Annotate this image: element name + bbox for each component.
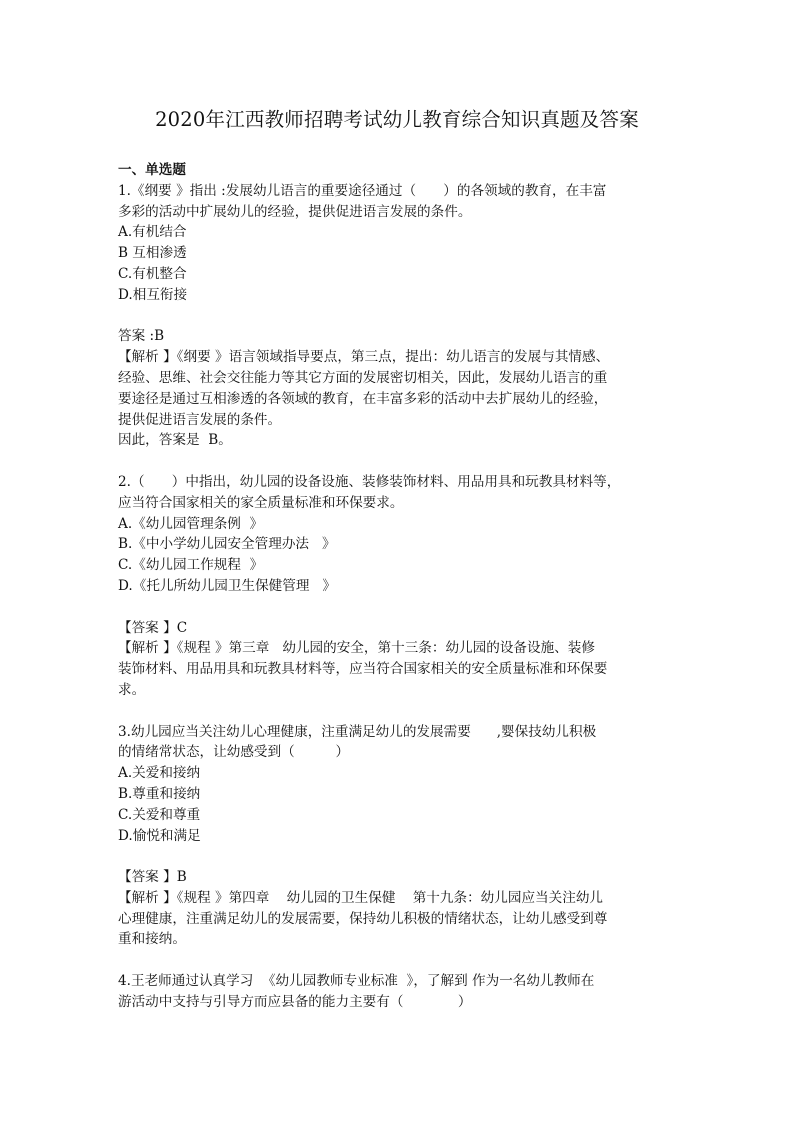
question-4 <box>118 971 688 1013</box>
question-1 <box>118 181 688 451</box>
analysis-line: 要途径是通过互相渗透的各领域的教育，在丰富多彩的活动中去扩展幼儿的经验， <box>118 390 608 407</box>
option-d: D.相互衔接 <box>118 286 188 303</box>
option-b: B.《中小学幼儿园安全管理办法 》 <box>118 536 336 553</box>
analysis-line: 装饰材料、用品用具和玩教具材料等，应当符合国家相关的安全质量标准和环保要 <box>118 661 608 678</box>
question-stem-line: 应当符合国家相关的家全质量标准和环保要求。 <box>118 494 404 511</box>
option-d: D.愉悦和满足 <box>118 827 201 844</box>
question-stem-line: 多彩的活动中扩展幼儿的经验，提供促进语言发展的条件。 <box>118 203 472 220</box>
analysis-line: 经验、思维、社会交往能力等其它方面的发展密切相关，因此，发展幼儿语言的重 <box>118 369 608 386</box>
question-3 <box>118 722 688 951</box>
option-c: C.关爱和尊重 <box>118 806 201 823</box>
option-a: A.关爱和接纳 <box>118 765 201 782</box>
question-2 <box>118 472 688 701</box>
analysis-line: 【解析 】《规程 》第四章 幼儿园的卫生保健 第十九条：幼儿园应当关注幼儿 <box>118 889 604 906</box>
option-b: B.尊重和接纳 <box>118 785 201 802</box>
option-b: B 互相渗透 <box>118 245 187 262</box>
option-a: A.有机结合 <box>118 224 187 241</box>
section-heading: 一、单选题 <box>118 162 186 178</box>
question-stem-line: 的情绪常状态，让幼感受到（ ） <box>118 744 350 761</box>
question-stem-line: 游活动中支持与引导方而应县备的能力主要有（ ） <box>118 993 472 1010</box>
analysis-line: 【解析 】《规程 》第三章 幼儿园的安全，第十三条：幼儿园的设备设施、装修 <box>118 640 595 657</box>
question-stem-line: 3.幼儿园应当关注幼儿心理健康，注重满足幼儿的发展需要 ,婴保技幼儿积极 <box>118 723 597 740</box>
answer-line: 答案 :B <box>118 328 165 345</box>
answer-line: 【答案 】B <box>118 869 187 886</box>
analysis-line: 重和接纳。 <box>118 931 186 948</box>
answer-line: 【答案 】C <box>118 619 188 636</box>
option-c: C.《幼儿园工作规程 》 <box>118 557 264 574</box>
analysis-line: 提供促进语言发展的条件。 <box>118 411 282 428</box>
document-title: 2020年江西教师招聘考试幼儿教育综合知识真题及答案 <box>155 108 639 131</box>
document-body <box>118 160 688 1013</box>
question-stem-line: 4.王老师通过认真学习 《幼儿园教师专业标准 》，了解到 作为一名幼儿教师在 <box>118 973 595 990</box>
question-stem-line: 2.（ ）中指出，幼儿园的设备设施、装修装饰材料、用品用具和玩教具材料等， <box>118 473 621 490</box>
option-c: C.有机整合 <box>118 265 187 282</box>
analysis-line: 心理健康，注重满足幼儿的发展需要，保持幼儿积极的情绪状态，让幼儿感受到尊 <box>118 910 608 927</box>
option-d: D.《托儿所幼儿园卫生保健管理 》 <box>118 577 337 594</box>
question-stem-line: 1.《纲要 》指出 :发展幼儿语言的重要途径通过（ ）的各领域的教育，在丰富 <box>118 182 607 199</box>
analysis-line: 求。 <box>118 681 146 698</box>
option-a: A.《幼儿园管理条例 》 <box>118 515 264 532</box>
analysis-line: 因此，答案是 B。 <box>118 432 232 449</box>
analysis-line: 【解析 】《纲要 》语言领域指导要点，第三点，提出：幼儿语言的发展与其情感、 <box>118 349 610 366</box>
